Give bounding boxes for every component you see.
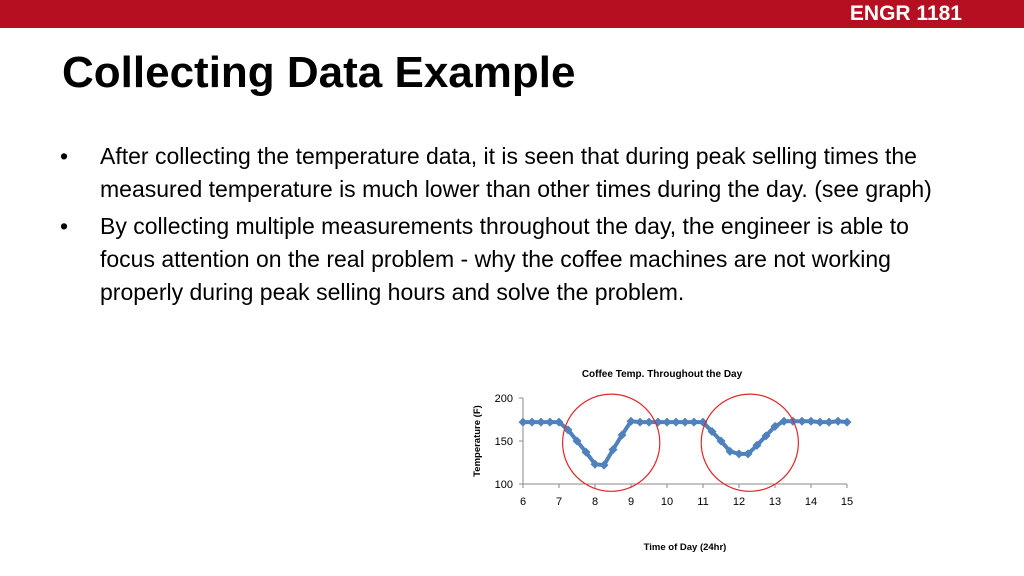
x-tick-label: 11 bbox=[697, 496, 709, 508]
x-tick-label: 7 bbox=[555, 496, 563, 508]
data-point bbox=[816, 418, 825, 427]
data-point bbox=[519, 418, 528, 427]
x-tick-label: 6 bbox=[519, 496, 527, 508]
highlight-circle bbox=[701, 394, 798, 491]
y-axis-label: Temperature (F) bbox=[472, 405, 483, 477]
slide-title: Collecting Data Example bbox=[62, 48, 576, 97]
x-tick-label: 13 bbox=[768, 496, 782, 508]
bullet-list bbox=[60, 140, 960, 313]
bullet-item bbox=[60, 210, 960, 309]
chart-canvas bbox=[462, 362, 862, 558]
data-point bbox=[735, 449, 744, 458]
y-tick-label: 200 bbox=[494, 393, 513, 405]
data-point bbox=[825, 418, 834, 427]
data-point bbox=[681, 418, 690, 427]
data-point bbox=[690, 418, 699, 427]
x-tick-label: 10 bbox=[660, 496, 674, 508]
bullet-marker: • bbox=[60, 143, 69, 169]
data-point bbox=[546, 418, 555, 427]
x-axis-label: Time of Day (24hr) bbox=[643, 542, 727, 553]
x-tick-label: 9 bbox=[627, 496, 635, 508]
bullet-text: After collecting the temperature data, it is seen that during peak selling times the measured temperature is much lower than other times during the day. (see graph) bbox=[100, 143, 932, 202]
bullet-text: By collecting multiple measurements throughout the day, the engineer is able to focus attention on the real problem - why the coffee machines are not working properly during peak selling hours and solve the problem. bbox=[100, 213, 909, 305]
temperature-chart bbox=[462, 362, 862, 558]
header-bar bbox=[0, 0, 1024, 28]
data-point bbox=[798, 417, 807, 426]
data-point bbox=[537, 418, 546, 427]
x-tick-label: 15 bbox=[840, 496, 854, 508]
data-point bbox=[834, 417, 843, 426]
x-tick-label: 8 bbox=[591, 496, 599, 508]
data-point bbox=[636, 418, 645, 427]
data-point bbox=[663, 418, 672, 427]
bullet-marker: • bbox=[60, 213, 69, 239]
data-point bbox=[672, 418, 681, 427]
x-tick-label: 12 bbox=[732, 496, 746, 508]
y-tick-label: 100 bbox=[494, 479, 513, 491]
chart-title: Coffee Temp. Throughout the Day bbox=[581, 369, 743, 380]
chart-plot-area bbox=[495, 393, 853, 508]
data-point bbox=[645, 418, 654, 427]
data-point bbox=[528, 418, 537, 427]
y-tick-label: 150 bbox=[494, 436, 513, 448]
bullet-item bbox=[60, 140, 960, 206]
data-point bbox=[843, 418, 852, 427]
data-point bbox=[807, 417, 816, 426]
course-label: ENGR 1181 bbox=[849, 2, 962, 25]
x-tick-label: 14 bbox=[804, 496, 818, 508]
